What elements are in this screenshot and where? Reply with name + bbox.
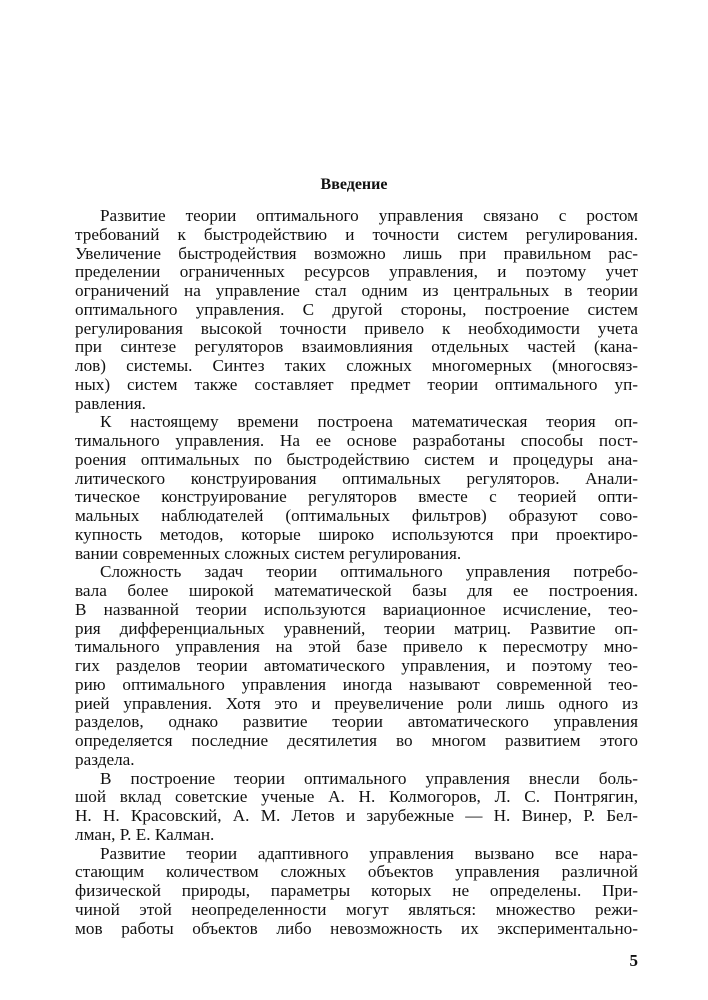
text-line: Развитие теории адаптивного управления вызвано все нара- (100, 843, 638, 863)
text-line: рию оптимального управления иногда называют современной тео- (75, 674, 638, 694)
text-line: физической природы, параметры которых не определены. При- (75, 881, 638, 900)
text-line: при синтезе регуляторов взаимовлияния отдельных частей (кана- (75, 337, 638, 357)
text-line: мальных наблюдателей (оптимальных фильтров) образуют сово- (75, 506, 638, 525)
text-line: тимального управления. На ее основе разработаны способы пост- (75, 431, 638, 450)
text-line: определяется последние десятилетия во многом развитием этого (75, 731, 638, 750)
text-line: тическое конструирование регуляторов вместе с теорией опти- (75, 487, 638, 507)
text-line: требований к быстродействию и точности систем регулирования. (75, 224, 638, 244)
text-line: роения оптимальных по быстродействию систем и процедуры ана- (75, 449, 638, 469)
text-line: равления. (75, 393, 146, 413)
text-line: Увеличение быстродействия возможно лишь при правильном рас- (75, 243, 638, 263)
text-line: регулирования высокой точности привело к необходимости учета (75, 318, 638, 338)
body-text (75, 207, 638, 938)
text-line: мов работы объектов либо невозможность их экспериментально- (75, 918, 638, 938)
text-line: В построение теории оптимального управления внесли боль- (100, 768, 638, 788)
text-line: купность методов, которые широко используются при проектиро- (75, 524, 638, 544)
text-line: рией управления. Хотя это и преувеличение роли лишь одного из (75, 693, 638, 713)
text-line: гих разделов теории автоматического управления, и поэтому тео- (75, 656, 638, 675)
text-line: Н. Н. Красовский, А. М. Летов и зарубежные — Н. Винер, Р. Бел- (75, 806, 638, 825)
page-number: 5 (629, 951, 638, 970)
text-line: вала более широкой математической базы для ее построения. (75, 581, 638, 600)
text-line: шой вклад советские ученые А. Н. Колмогоров, Л. С. Понтрягин, (75, 787, 638, 807)
text-line: разделов, однако развитие теории автоматического управления (75, 712, 638, 732)
text-line: ограничений на управление стал одним из центральных в теории (75, 281, 638, 300)
text-line: лов) системы. Синтез таких сложных многомерных (многосвяз- (75, 356, 638, 375)
text-line: чиной этой неопределенности могут являться: множество режи- (75, 899, 638, 919)
text-line: стающим количеством сложных объектов управления различной (75, 862, 638, 882)
text-line: рия дифференциальных уравнений, теории матриц. Развитие оп- (75, 618, 638, 638)
text-line: В названной теории используются вариационное исчисление, тео- (75, 599, 638, 619)
text-line: тимального управления на этой базе привело к пересмотру мно- (75, 637, 638, 657)
text-line: Сложность задач теории оптимального управления потребо- (100, 562, 638, 582)
text-line: вании современных сложных систем регулирования. (75, 543, 462, 563)
text-line: литического конструирования оптимальных регуляторов. Анали- (75, 468, 638, 488)
text-line: пределении ограниченных ресурсов управления, и поэтому учет (75, 262, 638, 282)
text-line: лман, Р. Е. Калман. (75, 824, 215, 844)
text-line: оптимального управления. С другой стороны, построение систем (75, 299, 638, 319)
text-line: К настоящему времени построена математическая теория оп- (100, 412, 638, 432)
text-line: ных) систем также составляет предмет теории оптимального уп- (75, 374, 638, 394)
text-line: Развитие теории оптимального управления связано с ростом (100, 206, 638, 225)
text-line: раздела. (75, 749, 135, 769)
section-heading: Введение (320, 176, 388, 193)
